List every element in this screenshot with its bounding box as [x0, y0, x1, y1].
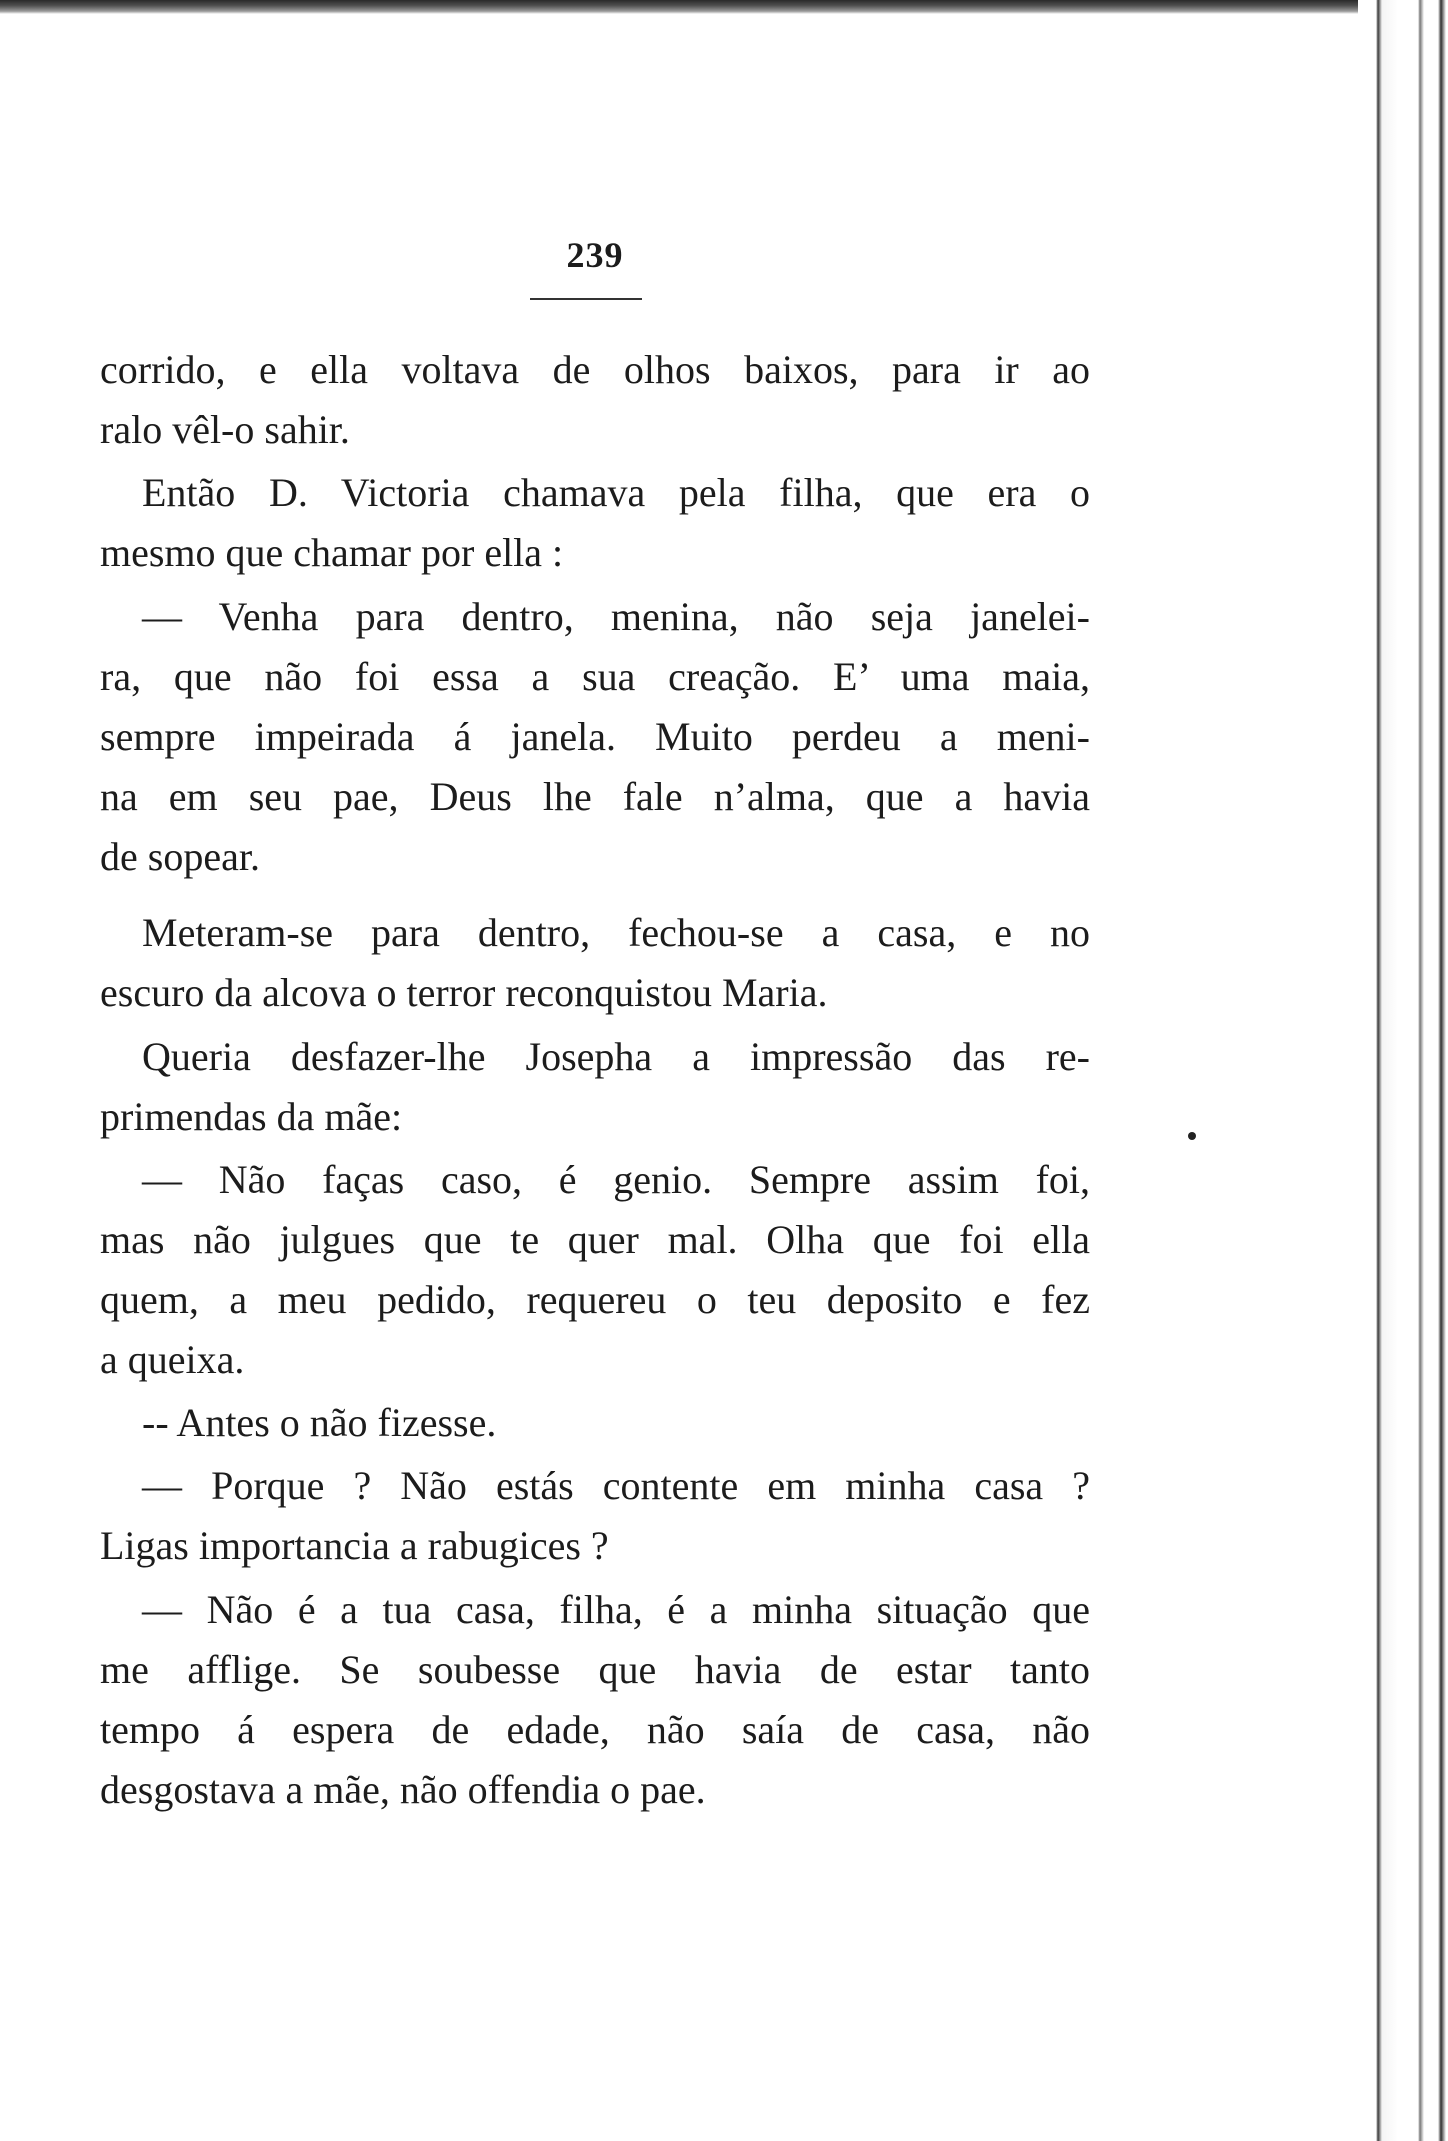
- text-line: na em seu pae, Deus lhe fale n’alma, que a havia: [100, 774, 1090, 819]
- text-line: mesmo que chamar por ella :: [100, 530, 564, 575]
- text-line: primendas da mãe:: [100, 1094, 403, 1139]
- text-line: ra, que não foi essa a sua creação. E’ uma maia,: [100, 654, 1090, 699]
- paragraph-first-line: -- Antes o não fizesse.: [142, 1400, 497, 1445]
- text-line: sempre impeirada á janela. Muito perdeu a meni-: [100, 714, 1090, 759]
- text-line: desgostava a mãe, não offendia o pae.: [100, 1767, 706, 1812]
- paragraph-first-line: — Não faças caso, é genio. Sempre assim foi,: [142, 1157, 1090, 1202]
- text-line: a queixa.: [100, 1337, 245, 1382]
- text-line: quem, a meu pedido, requereu o teu deposito e fez: [100, 1277, 1090, 1322]
- paragraph-first-line: — Não é a tua casa, filha, é a minha situação que: [142, 1587, 1090, 1632]
- scan-speck: [1188, 1132, 1196, 1140]
- page-number: 239: [566, 235, 624, 275]
- paragraph-first-line: — Porque ? Não estás contente em minha casa ?: [142, 1463, 1090, 1508]
- text-line: ralo vêl-o sahir.: [100, 407, 350, 452]
- scan-binding-edge: [1358, 0, 1448, 2141]
- scan-top-edge: [0, 0, 1448, 14]
- text-line: escuro da alcova o terror reconquistou Maria.: [100, 970, 828, 1015]
- text-line: me afflige. Se soubesse que havia de estar tanto: [100, 1647, 1090, 1692]
- paragraph-first-line: Então D. Victoria chamava pela filha, que era o: [142, 470, 1090, 515]
- paragraph-first-line: Queria desfazer-lhe Josepha a impressão das re-: [142, 1034, 1090, 1079]
- paragraph-first-line: Meteram-se para dentro, fechou-se a casa, e no: [142, 910, 1090, 955]
- text-line: Ligas importancia a rabugices ?: [100, 1523, 609, 1568]
- paragraph-first-line: — Venha para dentro, menina, não seja janelei-: [142, 594, 1090, 639]
- text-line: tempo á espera de edade, não saía de casa, não: [100, 1707, 1090, 1752]
- text-line: corrido, e ella voltava de olhos baixos, para ir ao: [100, 347, 1090, 392]
- text-line: mas não julgues que te quer mal. Olha que foi ella: [100, 1217, 1090, 1262]
- header-rule: [530, 298, 642, 300]
- text-line: de sopear.: [100, 834, 260, 879]
